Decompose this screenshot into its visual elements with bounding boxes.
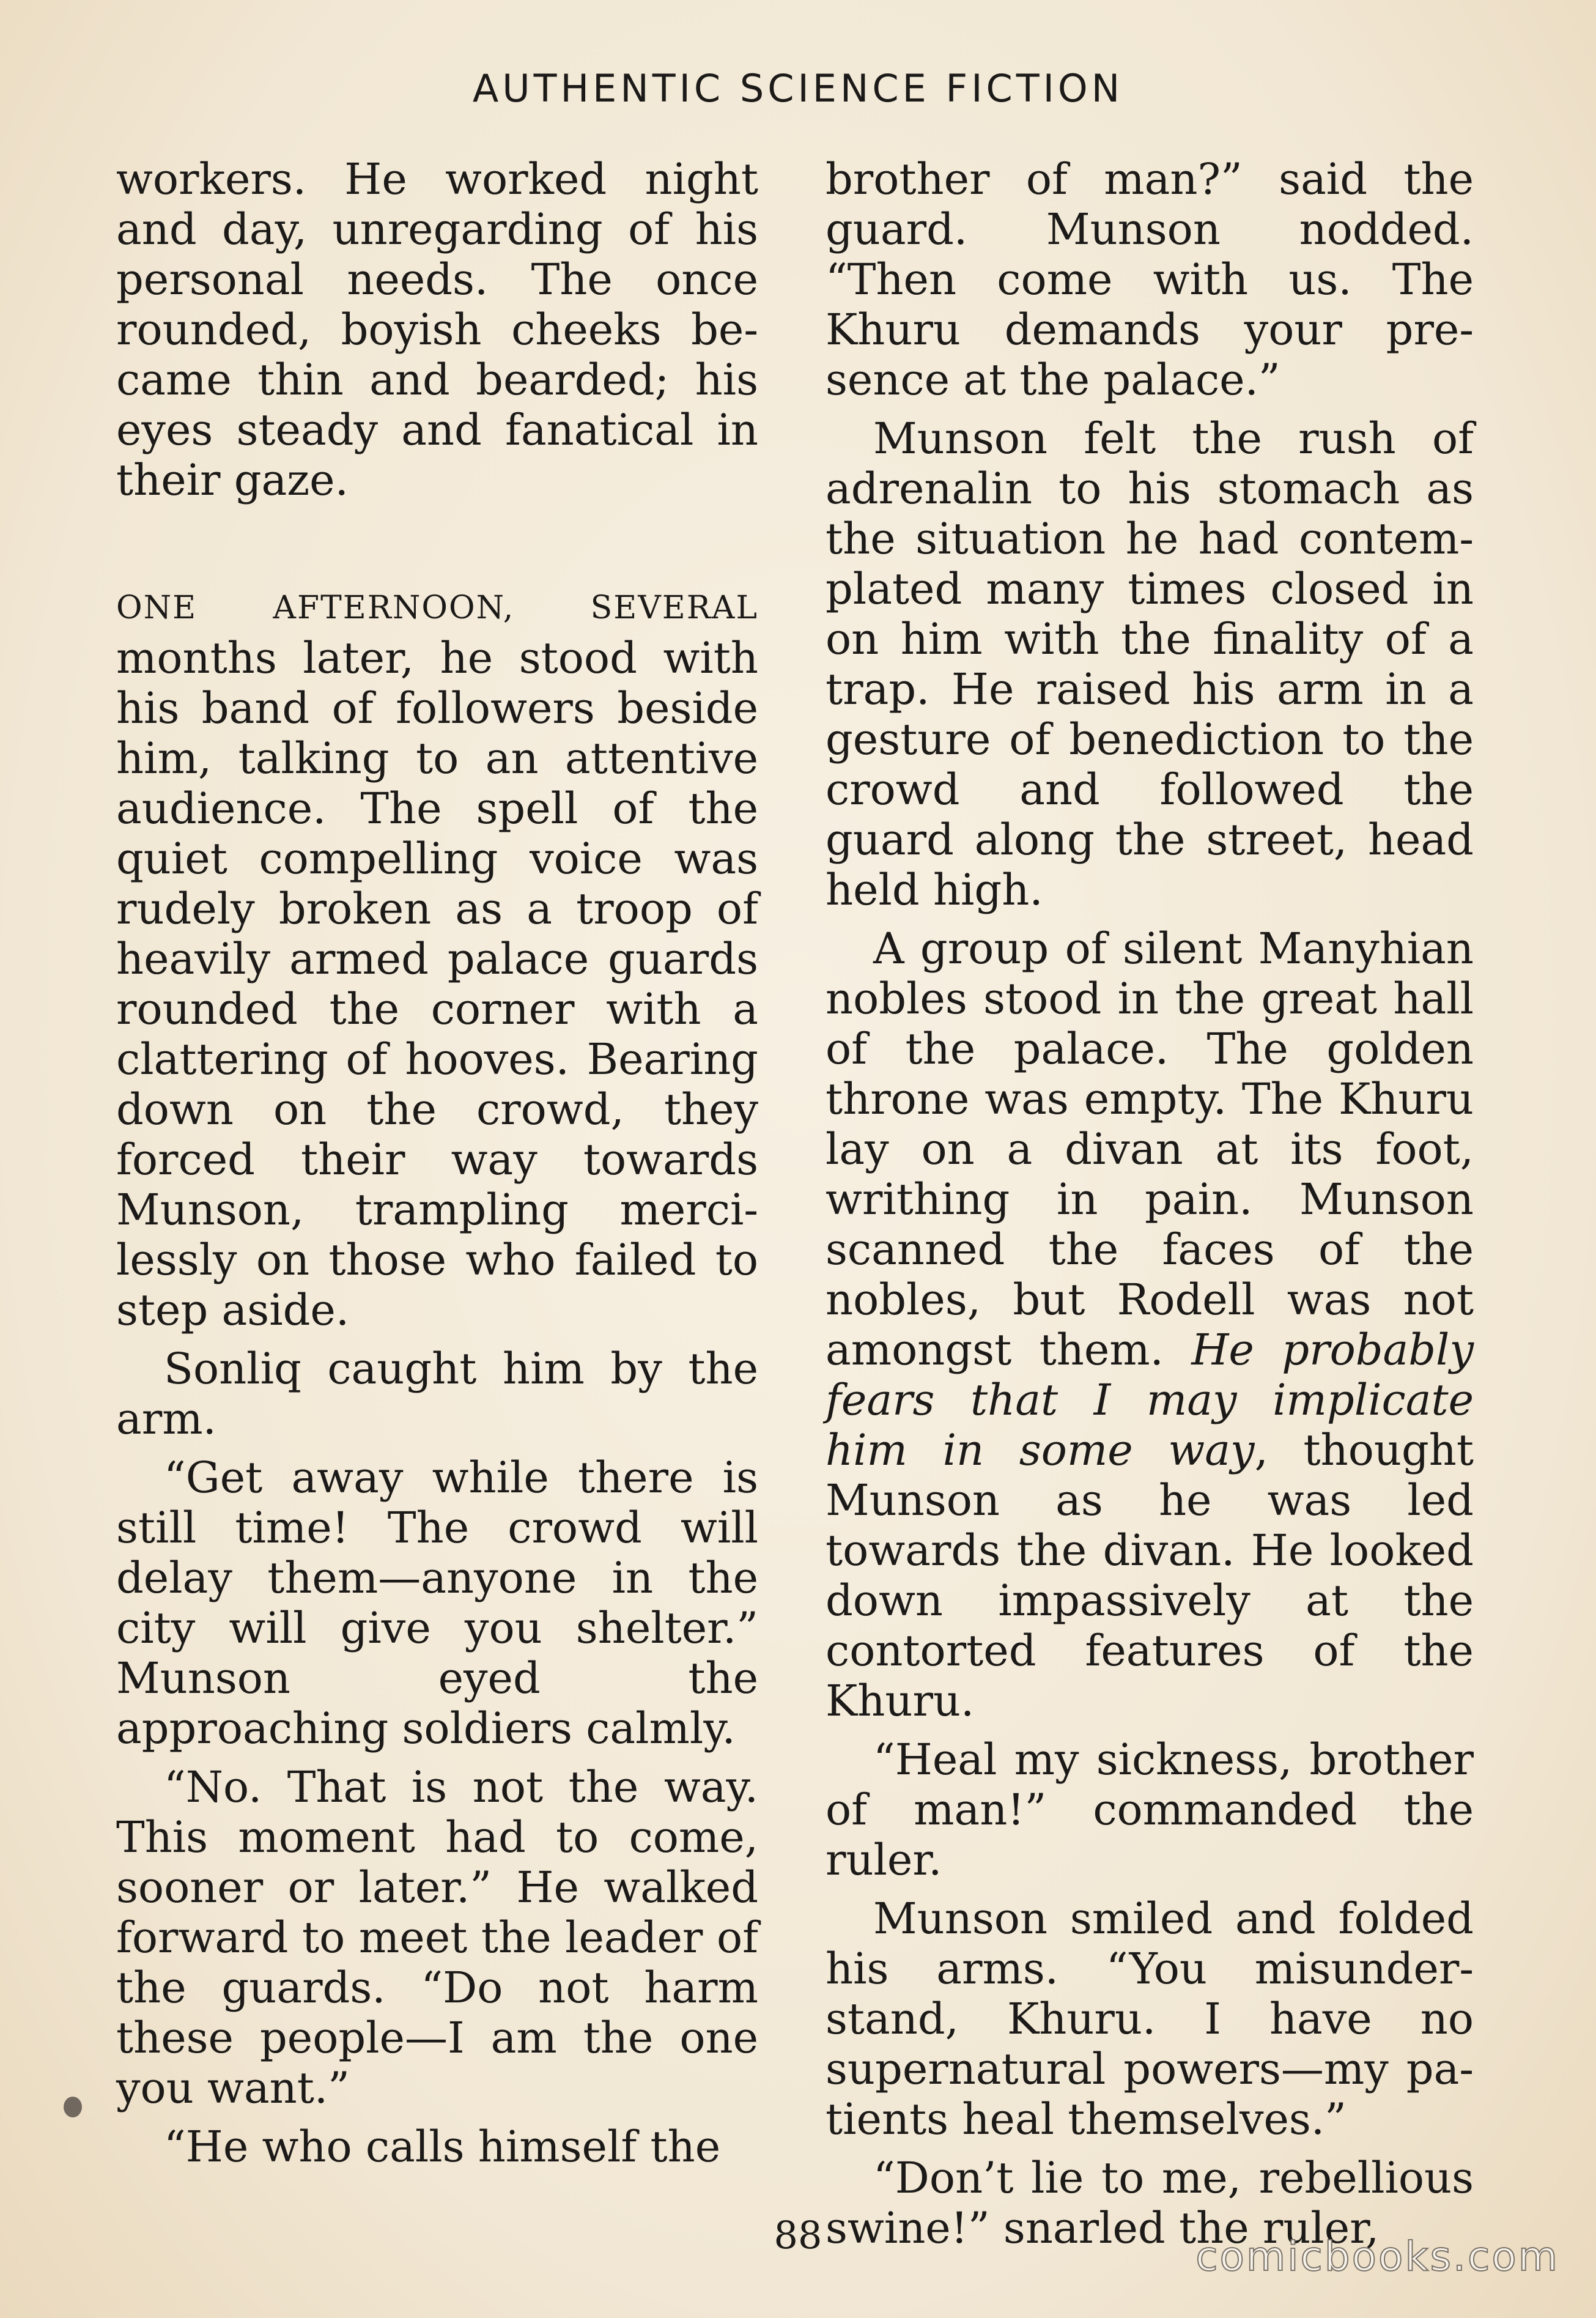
paragraph: Munson smiled and folded his arms. “You misunderstand, Khuru. I have no supernatural powers—my patients heal themselves.”	[826, 1894, 1474, 2144]
right-column	[826, 154, 1474, 2262]
paragraph: “Don’t lie to me, rebellious swine!” snarled the ruler,	[826, 2153, 1474, 2253]
watermark-text: comicbooks.com	[1195, 2233, 1559, 2280]
paragraph: “Heal my sickness, brother of man!” commanded the ruler.	[826, 1735, 1474, 1885]
paragraph: workers. He worked night and day, unregarding of his personal needs. The once rounded, boyish cheeks became thin and bearded; his eyes steady and fanatical in their gaze.	[116, 154, 758, 505]
ink-blot	[64, 2097, 82, 2117]
paragraph: Munson felt the rush of adrenalin to his stomach as the situation he had contemplated many times closed in on him with the finality of a trap. He raised his arm in a gesture of benediction to the crowd and followed the guard along the street, head held high.	[826, 413, 1474, 915]
paragraph: “Get away while there is still time! The crowd will delay them—anyone in the city will give you shelter.” Munson eyed the approaching soldiers calmly.	[116, 1453, 758, 1753]
paragraph: “He who calls himself the	[164, 2122, 721, 2172]
paragraph: A group of silent Manyhian nobles stood in the great hall of the palace. The golden throne was empty. The Khuru lay on a divan at its foot, writhing in pain. Munson scanned the faces of the nobles, but Rodell was not amongst them. He probably fears that I may implicate him in some way, thought Munson as he was led towards the divan. He looked down impassively at the contorted features of the Khuru.	[826, 924, 1474, 1726]
paragraph: brother of man?” said the guard. Munson nodded. “Then come with us. The Khuru demands your presence at the palace.”	[826, 154, 1474, 405]
italic-thought: He probably fears that I may implicate him in some way	[826, 1325, 1474, 1475]
paragraph: “No. That is not the way. This moment had to come, sooner or later.” He walked forward to meet the leader of the guards. “Do not harm these people—I am the one you want.”	[116, 1762, 758, 2113]
running-header: AUTHENTIC SCIENCE FICTION	[472, 66, 1124, 111]
paragraph: ONE AFTERNOON, SEVERAL months later, he stood with his band of followers beside him, talking to an attentive audience. The spell of the quiet compelling voice was rudely broken as a troop of heavily armed palace guards rounded the corner with a clattering of hooves. Bearing down on the crowd, they forced their way towards Munson, trampling mercilessly on those who failed to step aside.	[116, 590, 758, 1335]
section-lead: ONE AFTERNOON, SEVERAL	[116, 590, 758, 626]
page-number: 88	[774, 2213, 822, 2257]
paragraph: Sonliq caught him by the arm.	[116, 1344, 758, 1444]
left-column	[116, 154, 758, 2180]
